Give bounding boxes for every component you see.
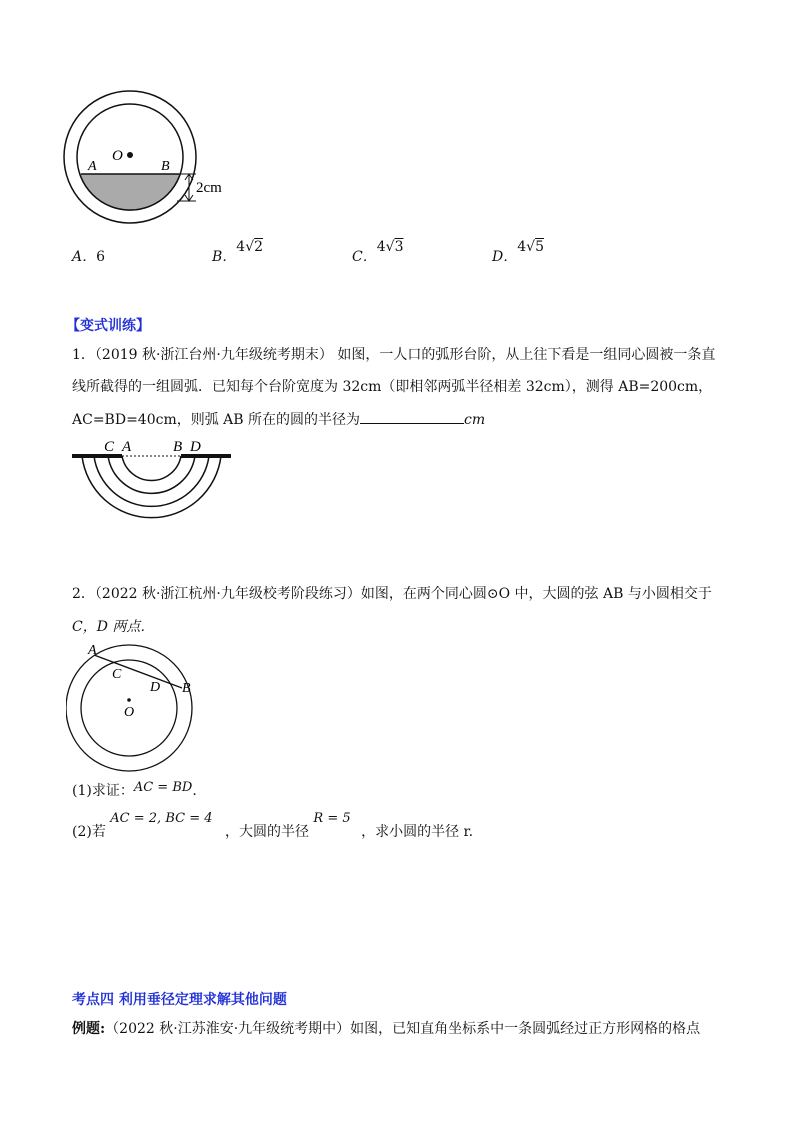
problem1-line3: AC=BD=40cm，则弧 AB 所在的圆的半径为 cm <box>72 409 485 430</box>
problem2-part2: (2)若 AC = 2, BC = 4 ，大圆的半径 R = 5 ，求小圆的半径 r. <box>72 811 474 840</box>
problem2-line2: C，D 两点． <box>72 619 155 635</box>
choice-a: A．6 <box>72 249 106 265</box>
fig3-label-b: B <box>182 681 191 696</box>
fig2-label-d: D <box>190 439 201 455</box>
fig1-dimension: 2cm <box>196 180 222 196</box>
fig1-label-o: O <box>112 148 123 164</box>
example-line: 例题:（2022 秋·江苏淮安·九年级统考期中）如图，已知直角坐标系中一条圆弧经过正方形网格的格点 <box>72 1021 701 1037</box>
figure-concentric-chord <box>66 640 216 775</box>
fig3-label-c: C <box>112 667 122 682</box>
fig3-label-d: D <box>150 680 161 695</box>
figure-arc-steps <box>70 434 238 534</box>
fig2-label-c: C <box>104 439 115 455</box>
figure-ring-segment <box>60 88 250 228</box>
fig2-label-b: B <box>173 439 183 455</box>
fig2-label-a: A <box>122 439 132 455</box>
section4-title: 考点四 利用垂径定理求解其他问题 <box>72 992 287 1008</box>
answer-blank <box>360 409 464 424</box>
problem1-line2: 线所截得的一组圆弧．已知每个台阶宽度为 32cm（即相邻两弧半径相差 32cm），测得 AB=200cm， <box>72 379 713 395</box>
problem2-line1: 2．（2022 秋·浙江杭州·九年级校考阶段练习）如图，在两个同心圆⊙O 中，大圆的弦 AB 与小圆相交于 <box>72 586 712 602</box>
problem1-line1: 1．（2019 秋·浙江台州·九年级统考期末） 如图，一人口的弧形台阶，从上往下看是一组同心圆被一条直 <box>72 347 716 363</box>
fig3-label-a: A <box>88 643 97 658</box>
choice-d: D．4√5 <box>492 239 544 265</box>
problem2-part1: (1)求证：AC = BD. <box>72 780 197 799</box>
fig1-label-b: B <box>161 159 170 174</box>
fig1-label-a: A <box>88 159 97 174</box>
choice-c: C．4√3 <box>352 239 404 265</box>
choice-b: B．4√2 <box>212 239 264 265</box>
fig3-label-o: O <box>124 705 135 720</box>
section-title-variant-training: 【变式训练】 <box>66 318 150 334</box>
